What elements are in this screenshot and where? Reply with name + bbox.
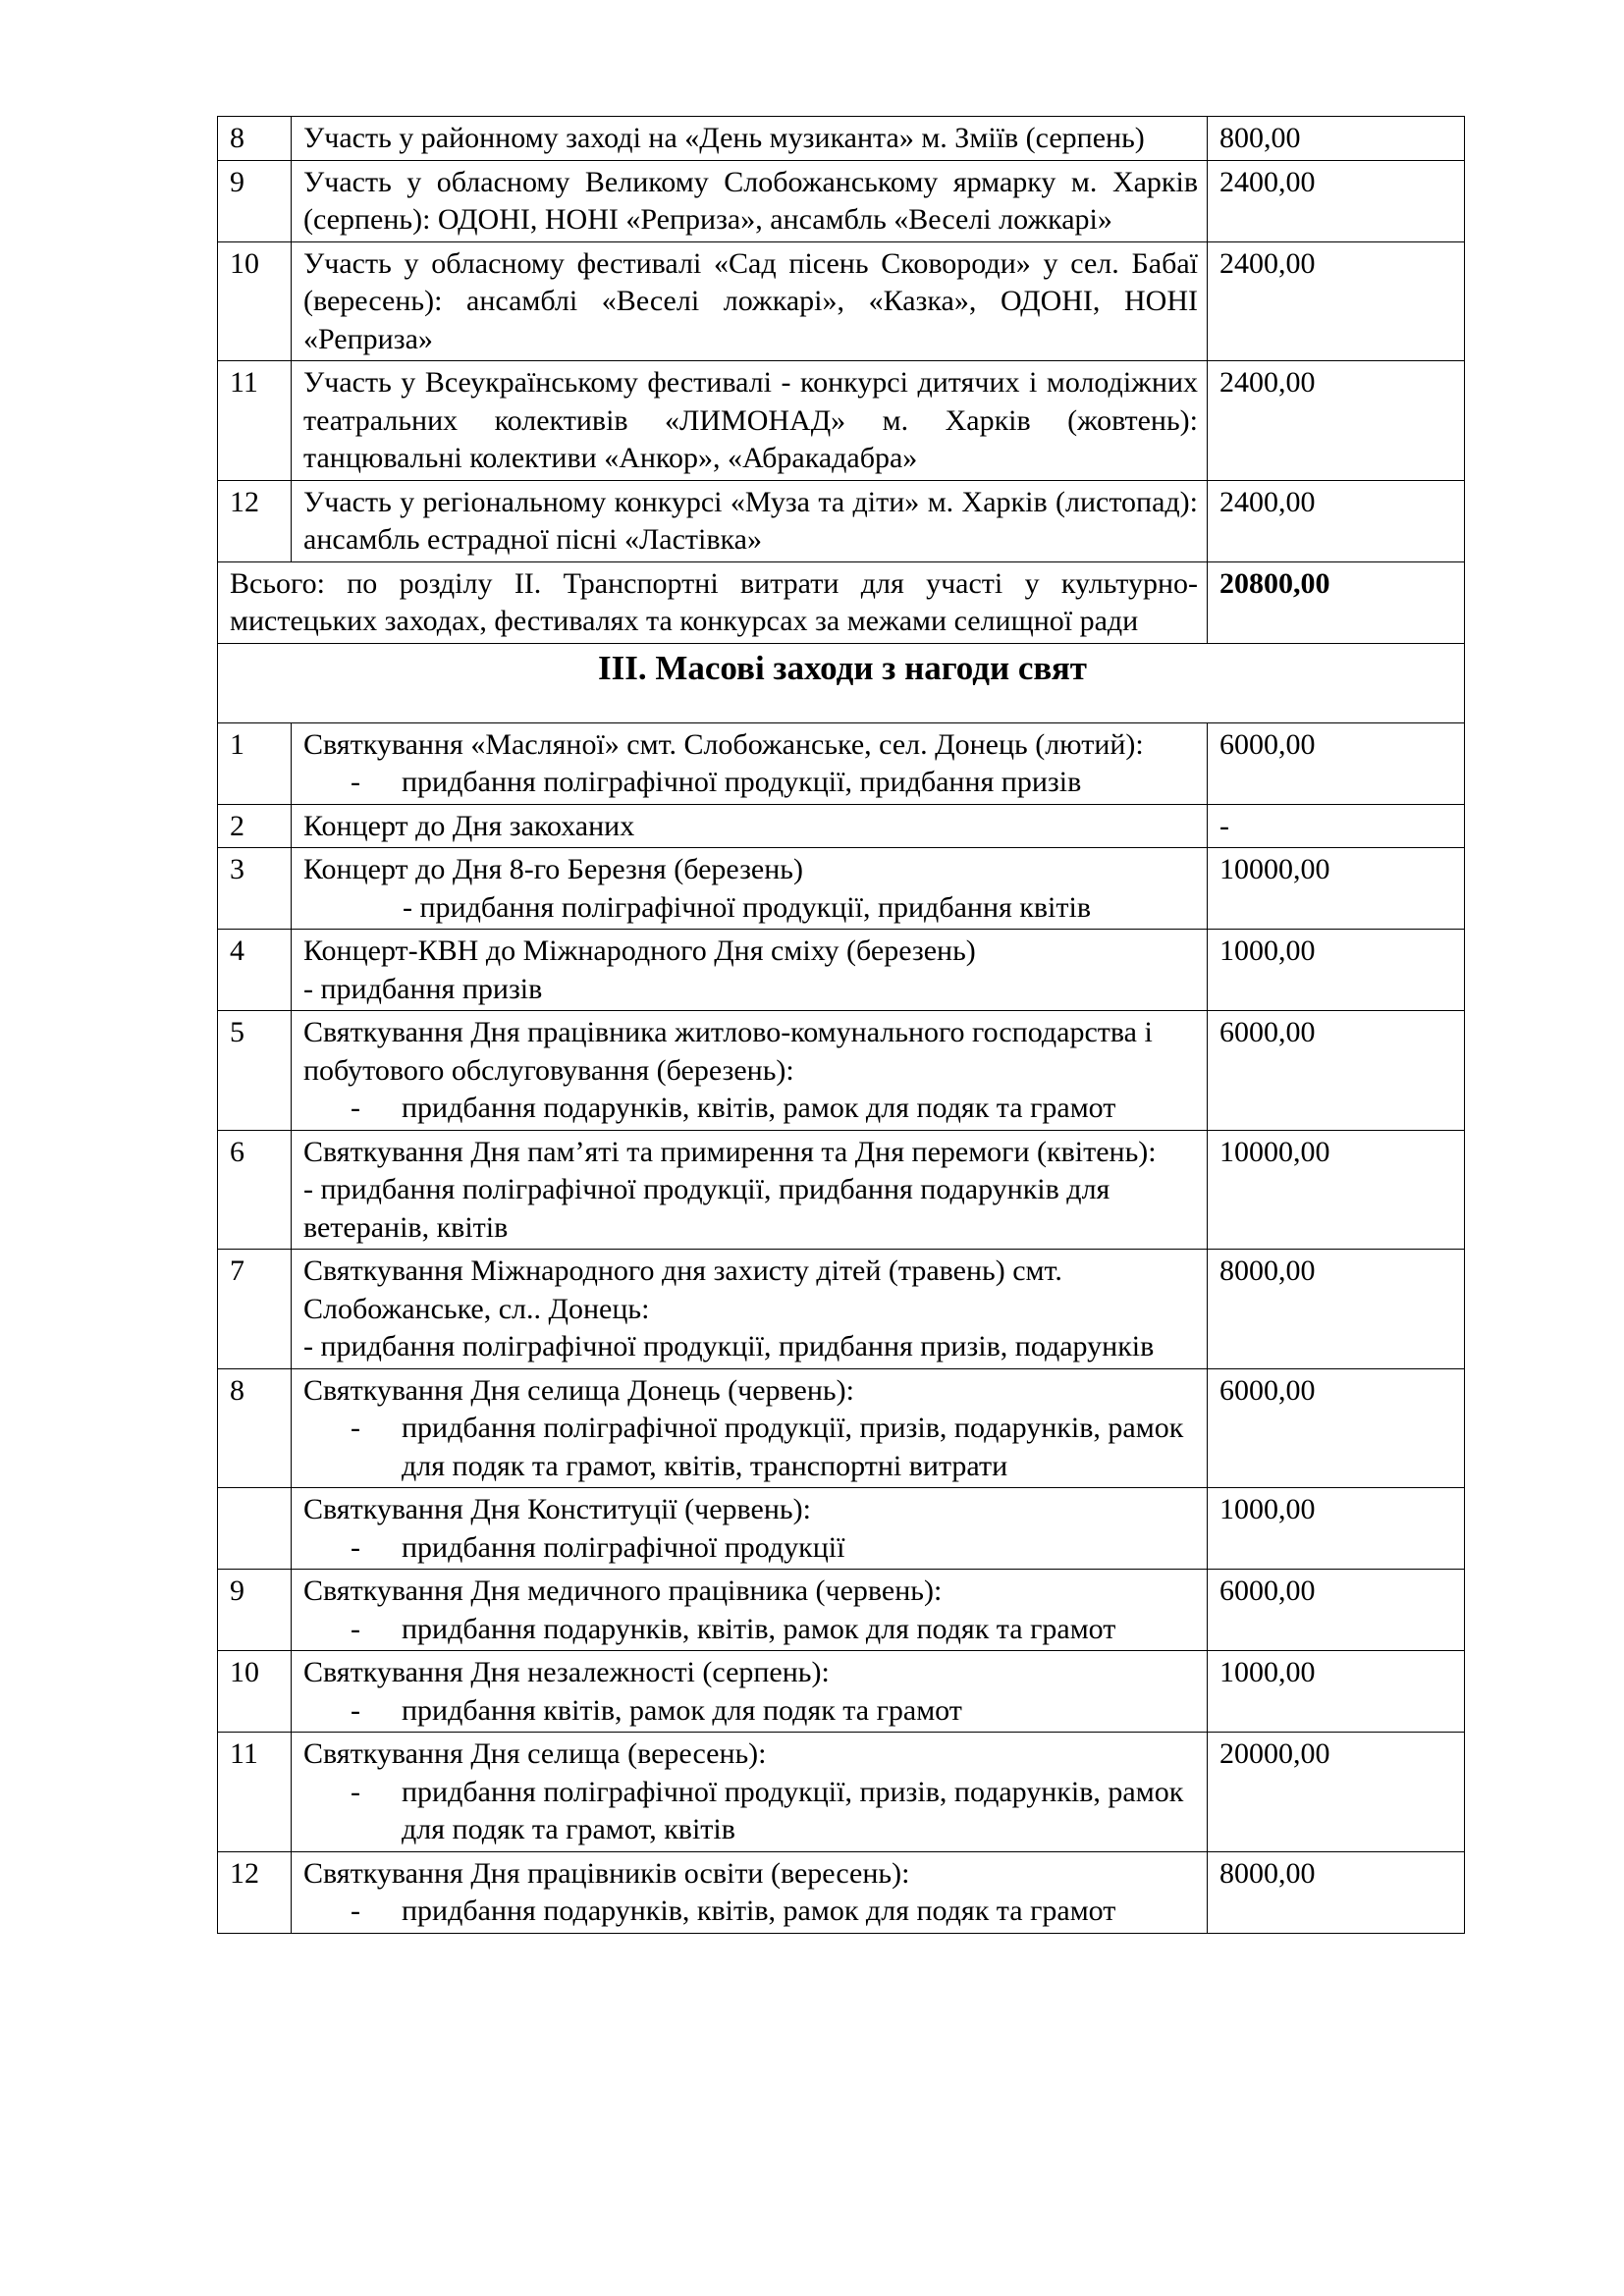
table-row <box>218 804 1465 848</box>
table-row <box>218 1130 1465 1250</box>
row-number: 10 <box>218 241 292 361</box>
table-row <box>218 241 1465 361</box>
row-amount: 1000,00 <box>1208 1651 1465 1733</box>
row-number: 9 <box>218 1570 292 1651</box>
row-number: 6 <box>218 1130 292 1250</box>
row-number: 12 <box>218 1851 292 1933</box>
table-row <box>218 1011 1465 1131</box>
row-amount: 6000,00 <box>1208 1368 1465 1488</box>
row-number: 1 <box>218 722 292 804</box>
table-row <box>218 1368 1465 1488</box>
section-total-row <box>218 561 1465 643</box>
row-sub-item: - придбання подарунків, квітів, рамок для подяк та грамот <box>351 1895 1116 1927</box>
row-description: Святкування Дня працівника житлово-комунального господарства і побутового обслуговування (березень): - придбання подарунків, квітів, рамок для подяк та грамот <box>292 1011 1208 1131</box>
row-description: Святкування Дня селища Донець (червень): - придбання поліграфічної продукції, призів, подарунків, рамок для подяк та грамот, квітів, транспортні витрати <box>292 1368 1208 1488</box>
row-description: Концерт-КВН до Міжнародного Дня сміху (березень) - придбання призів <box>292 930 1208 1011</box>
table-row <box>218 1570 1465 1651</box>
section-total-amount: 20800,00 <box>1208 561 1465 643</box>
table-row <box>218 361 1465 481</box>
row-sub-item: - придбання поліграфічної продукції, придбання квітів <box>403 890 1091 924</box>
row-amount: 6000,00 <box>1208 1570 1465 1651</box>
table-row <box>218 1651 1465 1733</box>
row-number: 10 <box>218 1651 292 1733</box>
row-number: 3 <box>218 848 292 930</box>
row-description: Участь у регіональному конкурсі «Муза та діти» м. Харків (листопад): ансамбль естрадної пісні «Ластівка» <box>292 480 1208 561</box>
row-description: Участь у районному заході на «День музиканта» м. Зміїв (серпень) <box>292 117 1208 161</box>
row-amount: - <box>1208 804 1465 848</box>
row-sub-item: - придбання поліграфічної продукції, придбання призів <box>351 766 1082 798</box>
row-amount: 2400,00 <box>1208 480 1465 561</box>
budget-table <box>217 116 1465 1934</box>
row-number: 4 <box>218 930 292 1011</box>
row-number: 8 <box>218 1368 292 1488</box>
row-description: Святкування «Масляної» смт. Слобожанське, сел. Донець (лютий): - придбання поліграфічної продукції, придбання призів <box>292 722 1208 804</box>
section-total-label: Всього: по розділу ІІ. Транспортні витрати для участі у культурно-мистецьких заходах, фестивалях та конкурсах за межами селищної ради <box>218 561 1208 643</box>
row-description: Святкування Дня селища (вересень): - придбання поліграфічної продукції, призів, подарунків, рамок для подяк та грамот, квітів <box>292 1733 1208 1852</box>
row-number: 5 <box>218 1011 292 1131</box>
row-amount: 6000,00 <box>1208 1011 1465 1131</box>
row-amount: 800,00 <box>1208 117 1465 161</box>
row-sub-item: - придбання призів <box>303 972 543 1005</box>
table-row <box>218 480 1465 561</box>
table-row <box>218 722 1465 804</box>
row-number: 9 <box>218 160 292 241</box>
row-sub-item: - придбання подарунків, квітів, рамок для подяк та грамот <box>351 1612 1116 1645</box>
table-row <box>218 1733 1465 1852</box>
row-sub-item: - придбання поліграфічної продукції <box>351 1530 845 1564</box>
row-amount: 2400,00 <box>1208 241 1465 361</box>
row-description: Концерт до Дня закоханих <box>292 804 1208 848</box>
row-amount: 8000,00 <box>1208 1851 1465 1933</box>
table-row <box>218 160 1465 241</box>
row-amount: 10000,00 <box>1208 1130 1465 1250</box>
row-description: Святкування Дня працівників освіти (вересень): - придбання подарунків, квітів, рамок для подяк та грамот <box>292 1851 1208 1933</box>
row-description: Святкування Міжнародного дня захисту дітей (травень) смт. Слобожанське, сл.. Донець: - придбання поліграфічної продукції, придбання призів, подарунків <box>292 1250 1208 1369</box>
row-sub-item: - придбання поліграфічної продукції, призів, подарунків, рамок для подяк та грамот, квітів, транспортні витрати <box>351 1412 1184 1482</box>
section-heading-row <box>218 643 1465 722</box>
row-number: 8 <box>218 117 292 161</box>
row-number: 12 <box>218 480 292 561</box>
table-row <box>218 117 1465 161</box>
row-description: Концерт до Дня 8-го Березня (березень) - придбання поліграфічної продукції, придбання квітів <box>292 848 1208 930</box>
row-sub-item: - придбання квітів, рамок для подяк та грамот <box>351 1693 962 1727</box>
row-amount: 10000,00 <box>1208 848 1465 930</box>
row-amount: 1000,00 <box>1208 930 1465 1011</box>
row-number: 11 <box>218 1733 292 1852</box>
row-amount: 2400,00 <box>1208 361 1465 481</box>
row-description: Святкування Дня медичного працівника (червень): - придбання подарунків, квітів, рамок для подяк та грамот <box>292 1570 1208 1651</box>
row-amount: 20000,00 <box>1208 1733 1465 1852</box>
table-row <box>218 930 1465 1011</box>
row-sub-item: - придбання подарунків, квітів, рамок для подяк та грамот <box>351 1092 1116 1124</box>
row-number: 2 <box>218 804 292 848</box>
row-amount: 2400,00 <box>1208 160 1465 241</box>
row-description: Святкування Дня Конституції (червень): - придбання поліграфічної продукції <box>292 1488 1208 1570</box>
table-row <box>218 848 1465 930</box>
row-sub-item: - придбання поліграфічної продукції, придбання призів, подарунків <box>303 1330 1155 1362</box>
section-title: ІІІ. Масові заходи з нагоди свят <box>218 643 1465 722</box>
row-description: Святкування Дня незалежності (серпень): - придбання квітів, рамок для подяк та грамот <box>292 1651 1208 1733</box>
row-description: Участь у обласному фестивалі «Сад пісень Сковороди» у сел. Бабаї (вересень): ансамблі «Веселі ложкарі», «Казка», ОДОНІ, НОНІ «Реприза» <box>292 241 1208 361</box>
row-sub-item: - придбання поліграфічної продукції, придбання подарунків для ветеранів, квітів <box>303 1173 1110 1244</box>
row-description: Святкування Дня пам’яті та примирення та Дня перемоги (квітень): - придбання поліграфічної продукції, придбання подарунків для ветеранів, квітів <box>292 1130 1208 1250</box>
row-number <box>218 1488 292 1570</box>
row-number: 7 <box>218 1250 292 1369</box>
row-sub-item: - придбання поліграфічної продукції, призів, подарунків, рамок для подяк та грамот, квітів <box>351 1775 1184 1845</box>
table-row <box>218 1488 1465 1570</box>
table-row <box>218 1851 1465 1933</box>
row-amount: 1000,00 <box>1208 1488 1465 1570</box>
row-amount: 8000,00 <box>1208 1250 1465 1369</box>
row-amount: 6000,00 <box>1208 722 1465 804</box>
table-row <box>218 1250 1465 1369</box>
row-description: Участь у Всеукраїнському фестивалі - конкурсі дитячих і молодіжних театральних колективів «ЛИМОНАД» м. Харків (жовтень): танцювальні колективи «Анкор», «Абракадабра» <box>292 361 1208 481</box>
row-description: Участь у обласному Великому Слобожанському ярмарку м. Харків (серпень): ОДОНІ, НОНІ «Реприза», ансамбль «Веселі ложкарі» <box>292 160 1208 241</box>
row-number: 11 <box>218 361 292 481</box>
